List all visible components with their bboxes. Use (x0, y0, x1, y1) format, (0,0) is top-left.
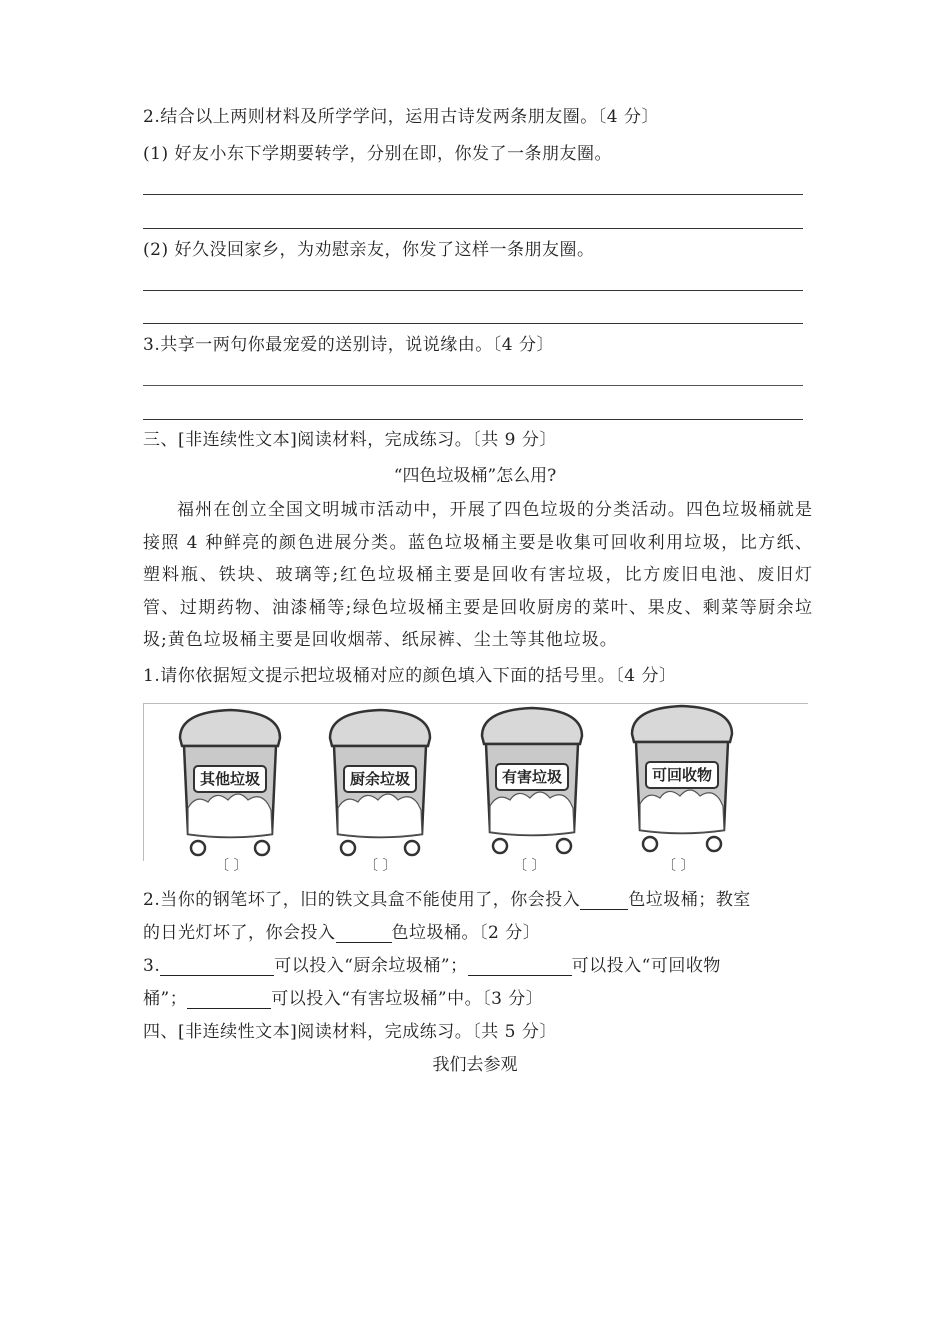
bin-label-3: 有害垃圾 (501, 768, 563, 786)
question-3: 3.共享一两句你最宠爱的送别诗，说说缘由。〔4 分〕 (143, 335, 554, 355)
answer-line[interactable] (143, 323, 803, 324)
fill-blank[interactable] (580, 891, 628, 910)
bin-label-1: 其他垃圾 (199, 770, 261, 788)
fill-blank[interactable] (187, 990, 271, 1009)
question-2: 2.结合以上两则材料及所学学问，运用古诗发两条朋友圈。〔4 分〕 (143, 107, 659, 127)
trash-bins-illustration (143, 703, 808, 861)
answer-line[interactable] (143, 419, 803, 420)
q3-number: 3. (143, 956, 161, 976)
bin-label-2: 厨余垃圾 (349, 770, 411, 788)
section-3-question-1: 1.请你依据短文提示把垃圾桶对应的颜色填入下面的括号里。〔4 分〕 (143, 666, 677, 686)
section-3-title: “四色垃圾桶”怎么用? (393, 466, 557, 486)
answer-bracket[interactable]: 〔 〕 (662, 858, 695, 874)
q3-text: 桶”； (143, 989, 188, 1009)
section-4-heading: 四、[非连续性文本]阅读材料，完成练习。〔共 5 分〕 (143, 1022, 557, 1042)
q3-text: 可以投入“厨余垃圾桶”； (274, 956, 468, 976)
section-3-paragraph: 福州在创立全国文明城市活动中，开展了四色垃圾的分类活动。四色垃圾桶就是接照 4 种鲜亮的颜色进展分类。蓝色垃圾桶主要是收集可回收利用垃圾，比方纸、塑料瓶、铁块、玻璃等;红色垃圾桶主要是回收有害垃圾，比方废旧电池、废旧灯管、过期药物、油漆桶等;绿色垃圾桶主要是回收厨房的菜叶、果皮、剩菜等厨余垃圾;黄色垃圾桶主要是回收烟蒂、纸尿裤、尘土等其他垃圾。 (143, 500, 813, 650)
trash-bins-svg (144, 704, 808, 861)
fill-blank[interactable] (336, 924, 392, 943)
answer-bracket[interactable]: 〔 〕 (215, 858, 248, 874)
q2-text: 的日光灯坏了，你会投入 (143, 923, 336, 943)
fill-blank[interactable] (468, 957, 572, 976)
answer-bracket[interactable]: 〔 〕 (513, 858, 546, 874)
q3-text: 可以投入“可回收物 (571, 956, 721, 976)
q3-text: 可以投入“有害垃圾桶”中。〔3 分〕 (271, 989, 544, 1009)
section-3-question-3-line-2 (143, 989, 543, 1009)
answer-bracket[interactable]: 〔 〕 (364, 858, 397, 874)
answer-line[interactable] (143, 228, 803, 229)
q2-text: 色垃圾桶；教室 (628, 890, 751, 910)
q2-text: 色垃圾桶。〔2 分〕 (391, 923, 541, 943)
fill-blank[interactable] (160, 957, 274, 976)
section-3-question-3-line-1 (143, 956, 721, 976)
section-4-title: 我们去参观 (432, 1055, 518, 1075)
answer-line[interactable] (143, 385, 803, 386)
question-2-sub-2: (2) 好久没回家乡，为劝慰亲友，你发了这样一条朋友圈。 (143, 240, 595, 260)
question-2-sub-1: (1) 好友小东下学期要转学，分别在即，你发了一条朋友圈。 (143, 144, 612, 164)
answer-line[interactable] (143, 194, 803, 195)
section-3-heading: 三、[非连续性文本]阅读材料，完成练习。〔共 9 分〕 (143, 430, 557, 450)
bin-label-4: 可回收物 (651, 766, 713, 784)
section-3-question-2-line-2 (143, 923, 540, 943)
answer-line[interactable] (143, 290, 803, 291)
q2-text: 2.当你的钢笔坏了，旧的铁文具盒不能使用了，你会投入 (143, 890, 581, 910)
section-3-question-2-line-1 (143, 890, 751, 910)
